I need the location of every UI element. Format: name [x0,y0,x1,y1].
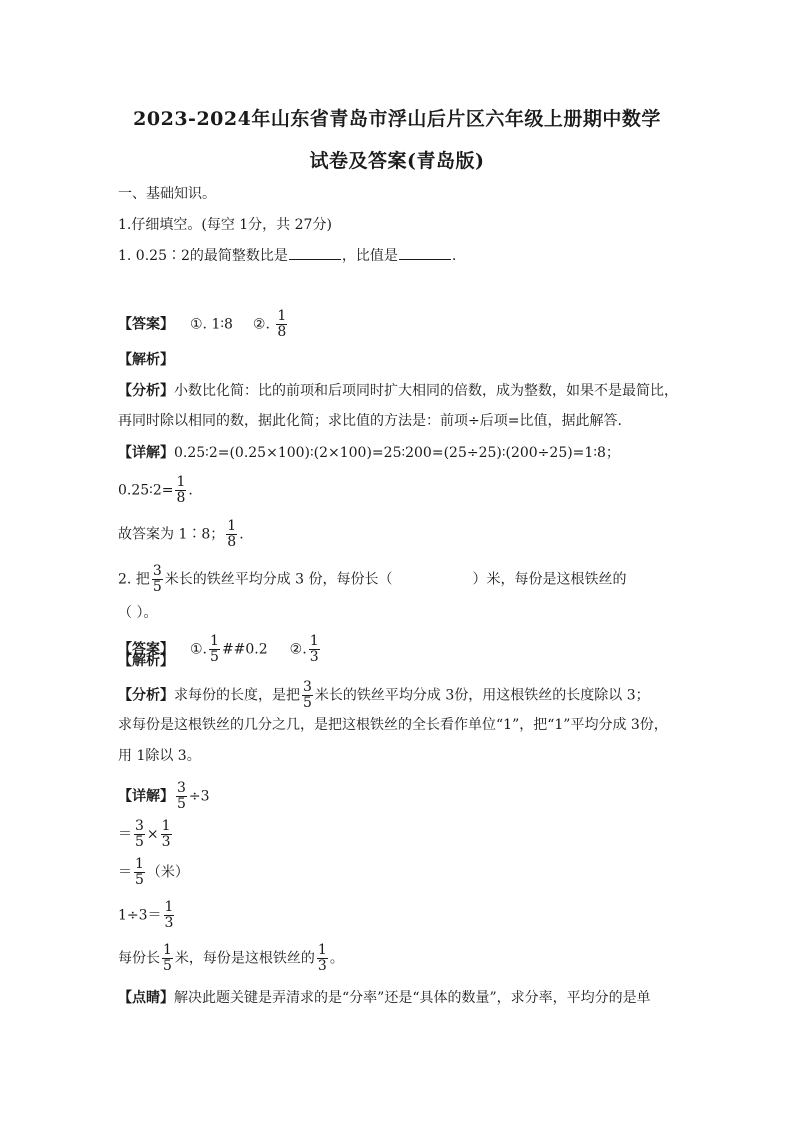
q2-jiexi-label [118,650,174,672]
q1-stem [118,245,456,267]
q1-fenxi-line1 [118,380,678,402]
fraction-denominator: 5 [177,796,186,812]
fraction-numerator: 1 [135,856,144,872]
q1-xiangjie-line1 [118,442,620,464]
analysis-tag: 【解析】 [118,352,174,368]
dianjing-text: 解决此题关键是弄清求的是“分率”还是“具体的数量”，求分率，平均分的是单 [174,990,651,1006]
fraction-denominator: 3 [161,834,171,850]
q2-dianjing [118,987,651,1009]
fenxi-text: 米长的铁丝平均分成 3份，用这根铁丝的长度除以 3； [314,687,650,704]
answer-blank [399,245,451,260]
answer-tag: 【答案】 [118,316,174,333]
fraction-denominator: 5 [135,834,144,850]
q2-xiangjie-step2 [118,819,174,850]
fraction-numerator: 3 [177,780,186,796]
fraction-numerator: 1 [309,633,319,649]
q1-answer-1: ①. 1∶8 [190,316,233,333]
fraction [164,900,175,931]
fraction [176,781,187,812]
fraction [152,564,163,595]
fraction [162,943,173,974]
q1-answer-2-prefix: ②. [252,316,270,333]
q1-xiangjie-line2 [118,475,193,506]
conclusion-text: 故答案为 1∶8； [118,526,225,543]
dianjing-tag: 【点睛】 [118,990,174,1006]
doc-title-line1: 2023-2024年山东省青岛市浮山后片区六年级上册期中数学 [133,108,661,130]
q2-answer-1-prefix: ①. [190,641,208,658]
equation-text: ＝ [118,826,132,843]
fraction-numerator: 1 [164,899,174,915]
q2-stem-part: 2. 把 [118,571,150,588]
q2-xiangjie-step3 [118,857,189,888]
q1-stem-part: . [451,248,457,264]
fraction-numerator: 3 [303,679,312,695]
q2-stem-line1 [118,564,627,595]
equation-text: （米） [146,864,189,881]
summary-text: 每份长 [118,950,160,967]
fenxi-tag: 【分析】 [118,687,174,704]
fraction-numerator: 3 [135,818,144,834]
q1-fenxi-line2: 再同时除以相同的数，据此化简；求比值的方法是：前项÷后项=比值，据此解答. [118,413,622,429]
q1-stem-part: 1. 0.25∶2的最简整数比是 [118,248,288,264]
equation-text: 1÷3＝ [118,907,162,924]
fenxi-text: 求每份的长度，是把 [174,687,300,704]
fraction [276,309,287,340]
q1-conclusion [118,519,244,550]
q2-fenxi-line3: 用 1除以 3。 [118,748,201,764]
fraction-denominator: 5 [303,695,312,711]
xiangjie-tag: 【详解】 [118,788,174,805]
summary-text: 。 [329,950,344,967]
section-subheading: 1.仔细填空。(每空 1分，共 27分) [118,217,332,233]
fraction-numerator: 1 [277,308,287,324]
q1-jiexi [118,349,174,371]
fraction-denominator: 5 [152,579,162,595]
q2-answer-1-alt: ##0.2 [221,641,268,658]
q2-answer-2-prefix: ②. [289,641,307,658]
fraction-denominator: 3 [164,915,174,931]
fraction [309,634,320,665]
xiangjie-tag: 【详解】 [118,445,174,461]
q2-stem-part: ）米，每份是这根铁丝的 [472,571,627,588]
fraction [226,519,237,550]
fraction [134,857,145,888]
fraction-numerator: 1 [210,633,219,649]
q2-stem-line2: （ ）。 [118,605,158,621]
fraction-denominator: 3 [309,649,319,665]
q2-xiangjie-step1 [118,781,210,812]
q2-fenxi-line2: 求每份是这根铁丝的几分之几，是把这根铁丝的全长看作单位“1”，把“1”平均分成 3份， [118,717,668,733]
fraction [134,819,145,850]
fraction-denominator: 8 [227,534,237,550]
fraction-denominator: 5 [135,872,144,888]
equation-text: ÷3 [188,788,210,805]
fraction-denominator: 8 [277,324,287,340]
fraction-denominator: 8 [176,490,186,506]
fraction-numerator: 1 [163,942,172,958]
summary-text: 米，每份是这根铁丝的 [174,950,315,967]
equation-text: ＝ [118,864,132,881]
q1-answer [118,309,289,340]
xiangjie-text: 0.25∶2=(0.25×100)∶(2×100)=25∶200=(25÷25)∶(200÷25)=1∶8； [174,445,620,461]
fraction [209,634,220,665]
fenxi-tag: 【分析】 [118,383,174,399]
doc-title-line2: 试卷及答案(青岛版) [309,150,485,172]
fraction-denominator: 3 [317,958,327,974]
section-heading: 一、基础知识。 [118,186,216,202]
fraction [302,680,313,711]
fraction-numerator: 1 [161,818,171,834]
answer-blank [289,245,341,260]
equation-text: . [188,482,193,499]
fraction [317,943,328,974]
fraction-numerator: 1 [227,518,237,534]
conclusion-text: . [239,526,244,543]
fraction-numerator: 3 [152,563,162,579]
fraction-denominator: 5 [210,649,219,665]
q1-stem-part: ，比值是 [341,248,398,264]
q2-xiangjie-step4 [118,900,176,931]
q2-xiangjie-summary [118,943,344,974]
fraction [175,475,186,506]
analysis-tag: 【解析】 [118,653,174,669]
equation-text: 0.25∶2= [118,482,174,499]
fraction-denominator: 5 [163,958,172,974]
fraction-numerator: 1 [176,474,186,490]
answer-tag: 【答案】 [118,641,174,658]
q2-stem-part: 米长的铁丝平均分成 3 份，每份长（ [164,571,393,588]
fraction-numerator: 1 [317,942,327,958]
equation-operator: × [146,826,159,843]
fraction [161,819,172,850]
q2-fenxi-line1 [118,680,650,711]
fenxi-text: 小数比化简：比的前项和后项同时扩大相同的倍数，成为整数，如果不是最简比， [174,383,678,399]
